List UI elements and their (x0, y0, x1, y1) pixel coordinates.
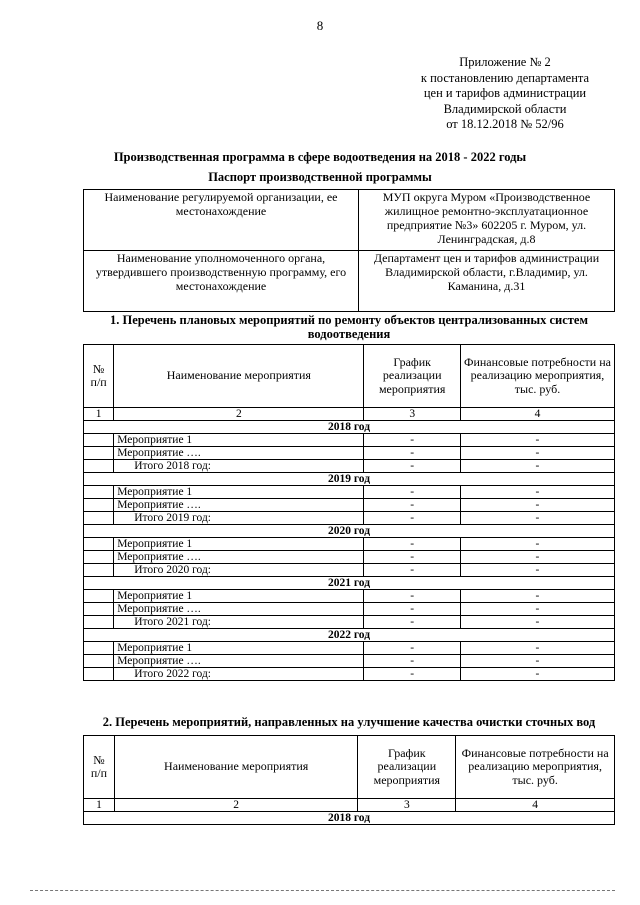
measure-schedule: - (364, 499, 461, 512)
footer-divider (30, 890, 615, 891)
measure-name: Мероприятие …. (114, 655, 364, 668)
year-row (84, 812, 615, 825)
total-label: Итого 2020 год: (114, 564, 364, 577)
measure-finance: - (460, 486, 614, 499)
total-finance: - (460, 616, 614, 629)
measure-schedule: - (364, 642, 461, 655)
passport-row-authority (84, 251, 615, 312)
measure-name: Мероприятие 1 (114, 642, 364, 655)
year-row (84, 629, 615, 642)
header-finance: Финансовые потребности на реализацию мероприятия, тыс. руб. (456, 736, 615, 799)
total-row (84, 512, 615, 525)
col-num-4: 4 (456, 799, 615, 812)
total-schedule: - (364, 616, 461, 629)
measure-schedule: - (364, 603, 461, 616)
measure-finance: - (460, 590, 614, 603)
appendix-line: Владимирской области (443, 101, 567, 116)
measure-schedule: - (364, 590, 461, 603)
section1-title: 1. Перечень плановых мероприятий по ремонту объектов централизованных систем водоотведения (110, 313, 588, 341)
year-label: 2018 год (84, 421, 615, 434)
table-row (84, 486, 615, 499)
program-title: Производственная программа в сфере водоотведения на 2018 - 2022 годы (113, 150, 527, 164)
measure-finance: - (460, 551, 614, 564)
total-schedule: - (364, 512, 461, 525)
appendix-line: Приложение № 2 (459, 55, 551, 69)
measure-finance: - (460, 434, 614, 447)
measure-finance: - (460, 538, 614, 551)
page-number: 8 (316, 18, 324, 33)
passport-table (83, 189, 615, 312)
total-row (84, 460, 615, 473)
table-row (84, 551, 615, 564)
total-finance: - (460, 668, 614, 681)
table-row (84, 538, 615, 551)
table-header-row (84, 736, 615, 799)
measure-finance: - (460, 447, 614, 460)
treatment-measures-table (83, 735, 615, 825)
appendix-line: от 18.12.2018 № 52/96 (446, 117, 564, 131)
header-num: № п/п (84, 345, 114, 408)
org-value: МУП округа Муром «Производственное жилищное ремонтно-эксплуатационное предприятие №3» 602205 г. Муром, ул. Ленинградская, д.8 (359, 190, 615, 251)
header-name: Наименование мероприятия (114, 736, 357, 799)
total-schedule: - (364, 668, 461, 681)
year-row (84, 525, 615, 538)
measure-name: Мероприятие 1 (114, 538, 364, 551)
measure-name: Мероприятие …. (114, 447, 364, 460)
appendix-line: цен и тарифов администрации (423, 86, 587, 100)
total-finance: - (460, 512, 614, 525)
passport-row-organization (84, 190, 615, 251)
total-label: Итого 2021 год: (114, 616, 364, 629)
table-row (84, 655, 615, 668)
passport-title: Паспорт производственной программы (208, 170, 432, 184)
appendix-line: к постановлению департамента (420, 70, 590, 85)
total-schedule: - (364, 460, 461, 473)
total-schedule: - (364, 564, 461, 577)
col-num-2: 2 (114, 408, 364, 421)
year-row (84, 421, 615, 434)
authority-label: Наименование уполномоченного органа, утвердившего производственную программу, его местонахождение (84, 251, 359, 312)
measure-name: Мероприятие …. (114, 551, 364, 564)
year-label: 2021 год (84, 577, 615, 590)
col-num-3: 3 (364, 408, 461, 421)
measure-schedule: - (364, 447, 461, 460)
measure-schedule: - (364, 486, 461, 499)
total-label: Итого 2019 год: (114, 512, 364, 525)
year-label: 2018 год (84, 812, 615, 825)
measure-name: Мероприятие …. (114, 499, 364, 512)
header-schedule: График реализации мероприятия (364, 345, 461, 408)
col-num-4: 4 (460, 408, 614, 421)
measure-schedule: - (364, 538, 461, 551)
section2-title: 2. Перечень мероприятий, направленных на улучшение качества очистки сточных вод (102, 715, 596, 729)
year-label: 2019 год (84, 473, 615, 486)
total-finance: - (460, 460, 614, 473)
header-name: Наименование мероприятия (114, 345, 364, 408)
total-row (84, 668, 615, 681)
header-finance: Финансовые потребности на реализацию мероприятия, тыс. руб. (460, 345, 614, 408)
total-label: Итого 2018 год: (114, 460, 364, 473)
table-row (84, 499, 615, 512)
org-label: Наименование регулируемой организации, ее местонахождение (84, 190, 359, 251)
measure-name: Мероприятие …. (114, 603, 364, 616)
total-row (84, 564, 615, 577)
col-num-3: 3 (358, 799, 456, 812)
column-number-row (84, 408, 615, 421)
table-row (84, 603, 615, 616)
col-num-1: 1 (84, 408, 114, 421)
table-row (84, 590, 615, 603)
header-num: № п/п (84, 736, 115, 799)
measure-name: Мероприятие 1 (114, 434, 364, 447)
total-row (84, 616, 615, 629)
table-row (84, 447, 615, 460)
table-header-row (84, 345, 615, 408)
header-schedule: График реализации мероприятия (358, 736, 456, 799)
year-row (84, 473, 615, 486)
col-num-1: 1 (84, 799, 115, 812)
year-label: 2020 год (84, 525, 615, 538)
table-row (84, 642, 615, 655)
measure-finance: - (460, 642, 614, 655)
year-row (84, 577, 615, 590)
authority-value: Департамент цен и тарифов администрации Владимирской области, г.Владимир, ул. Каманина, д.31 (359, 251, 615, 312)
measure-name: Мероприятие 1 (114, 486, 364, 499)
measure-finance: - (460, 499, 614, 512)
measure-schedule: - (364, 655, 461, 668)
measure-finance: - (460, 655, 614, 668)
total-label: Итого 2022 год: (114, 668, 364, 681)
measure-schedule: - (364, 551, 461, 564)
column-number-row (84, 799, 615, 812)
table-row (84, 434, 615, 447)
measure-finance: - (460, 603, 614, 616)
total-finance: - (460, 564, 614, 577)
measure-schedule: - (364, 434, 461, 447)
col-num-2: 2 (114, 799, 357, 812)
year-label: 2022 год (84, 629, 615, 642)
measure-name: Мероприятие 1 (114, 590, 364, 603)
appendix-block (380, 55, 630, 133)
repair-measures-table (83, 344, 615, 681)
